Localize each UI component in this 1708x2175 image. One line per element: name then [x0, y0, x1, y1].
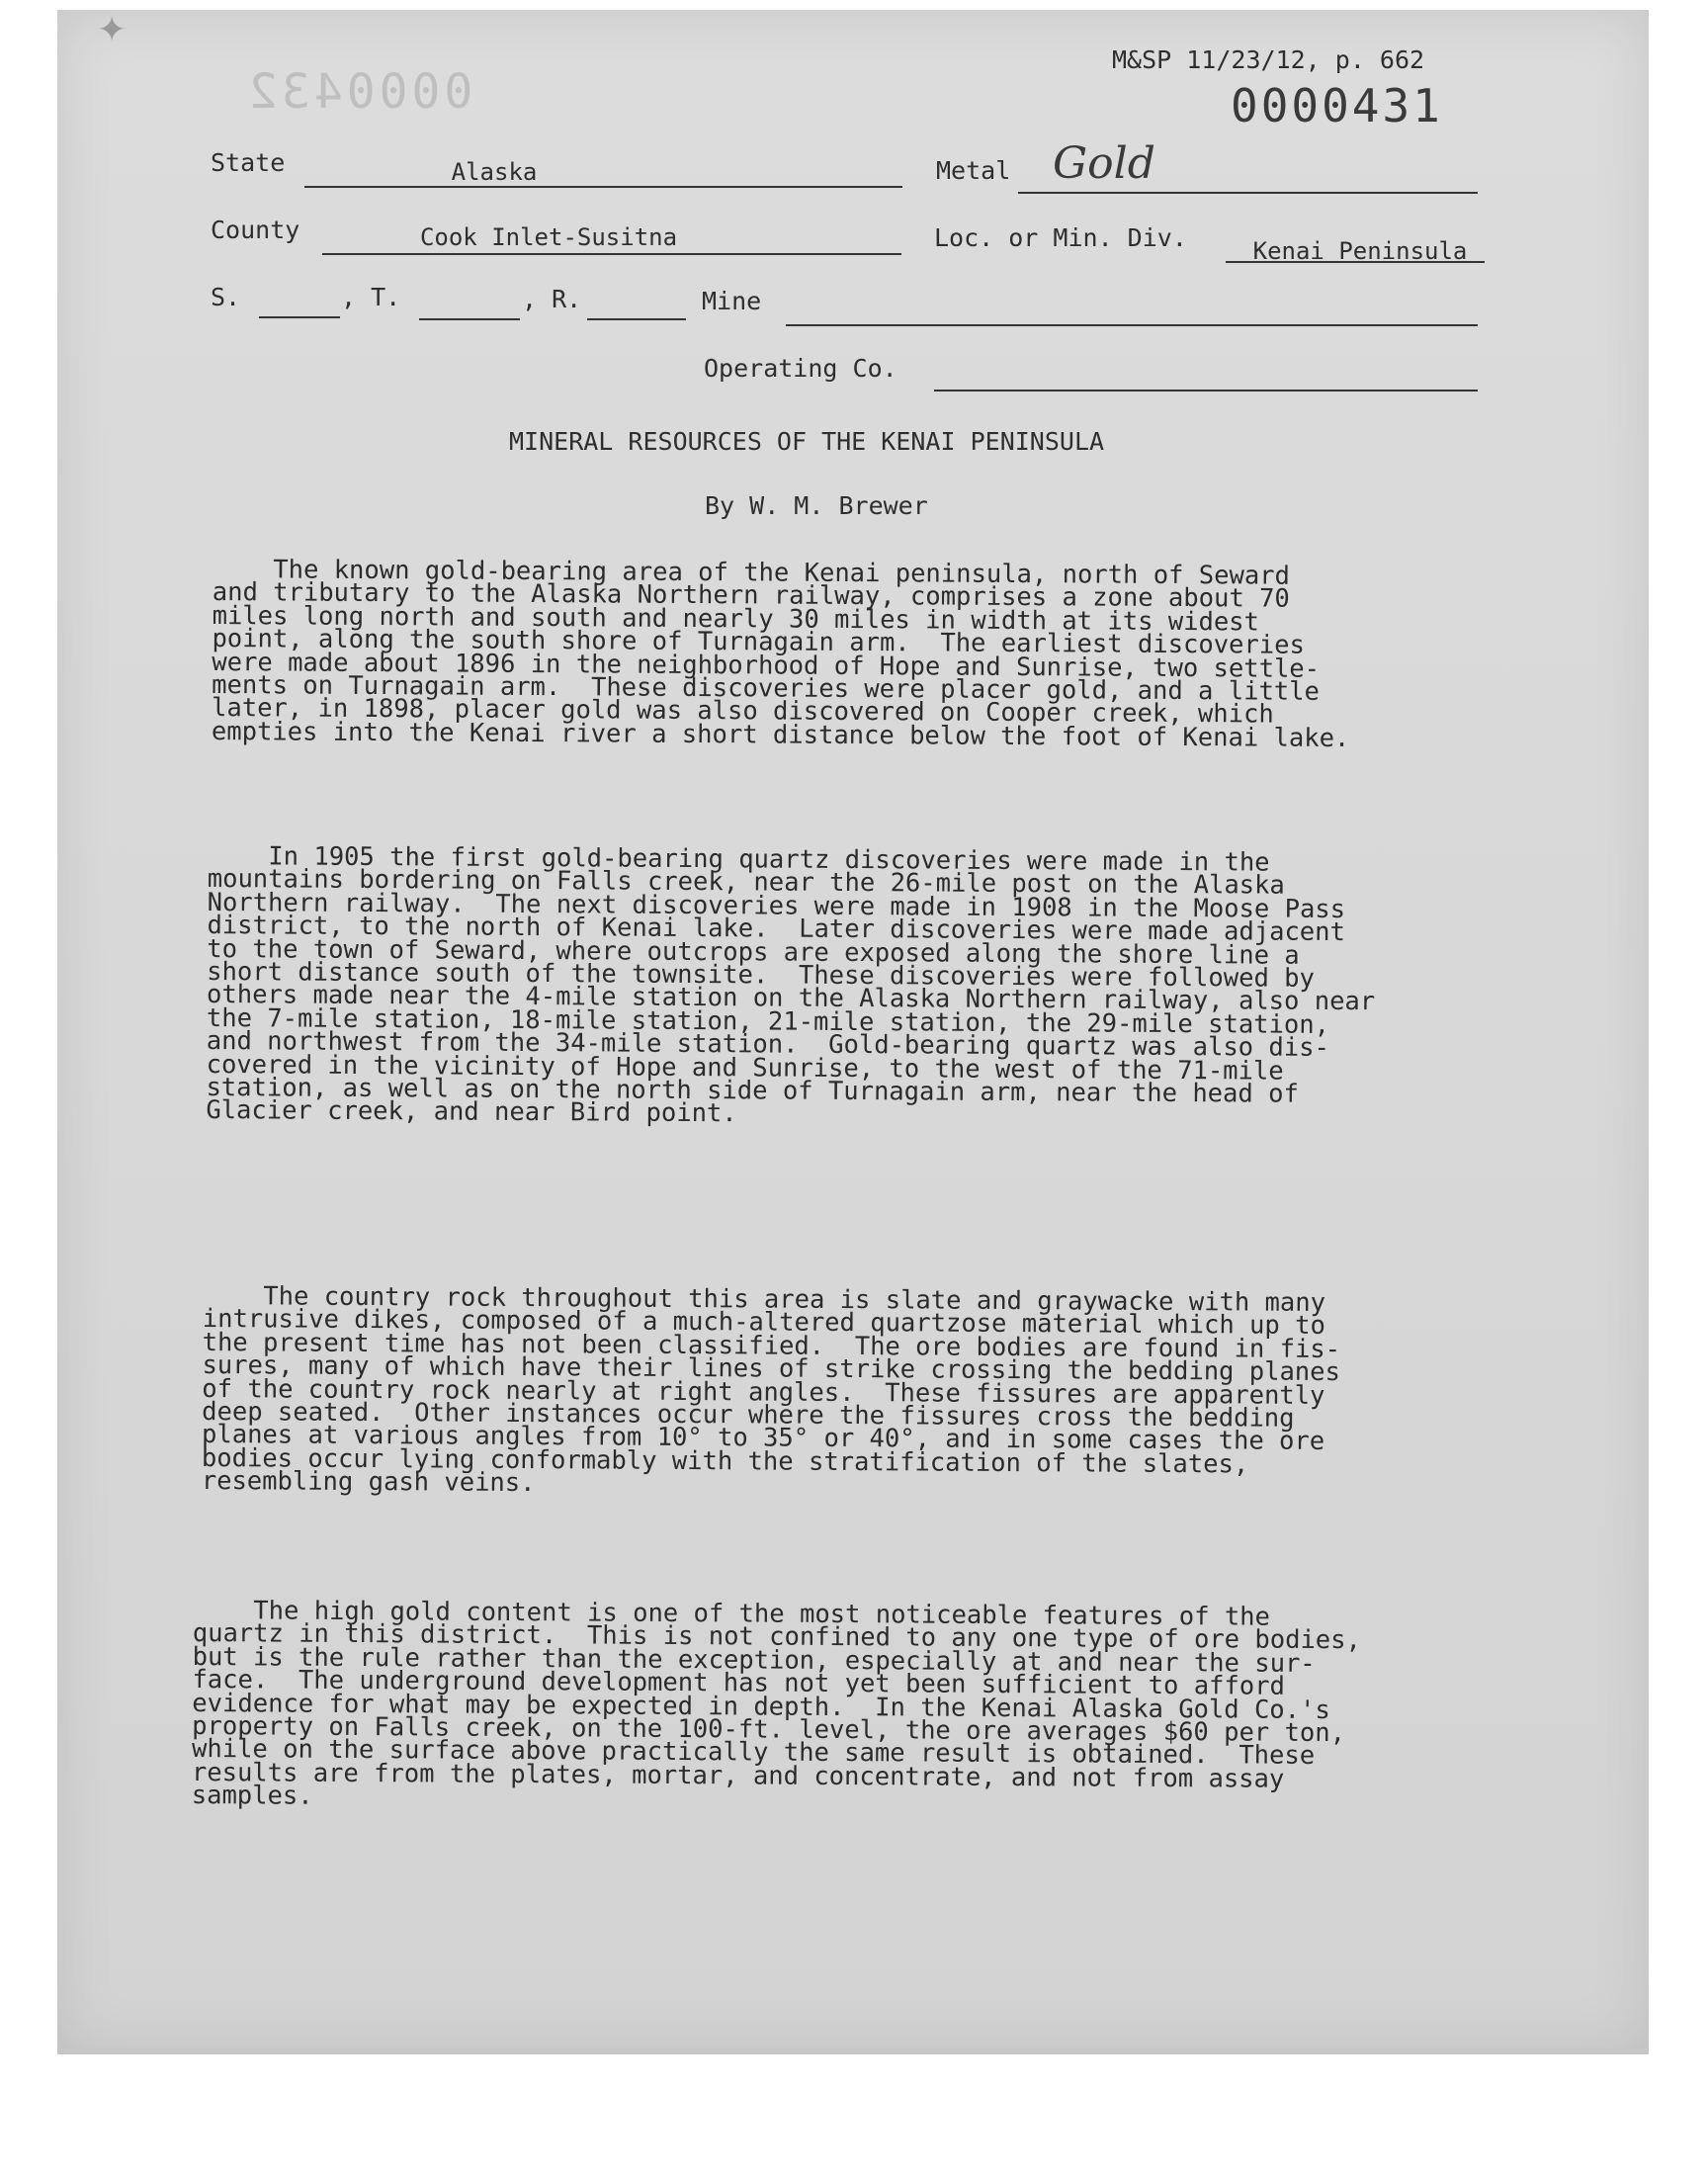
township-label: , T.: [341, 283, 401, 311]
paragraph-2: In 1905 the first gold-bearing quartz discoveries were made in the mountains bordering on Falls creek, near the 26-mile post on the Alaska Northern railway. The next discoveries were made in 1908 in the Moose Pass district, to the north of Kenai lake. Later discoveries were made adjacent to the town of Seward, where outcrops are exposed along the shore line a short distance south of the townsite. These discoveries were followed by others made near the 4-mile station on the Alaska Northern railway, also near the 7-mile station, 18-mile station, 21-mile station, the 29-mile station, and northwest from the 34-mile station. Gold-bearing quartz was also dis- covered in the vicinity of Hope and Sunrise, to the west of the 71-mile station, as well as on the north side of Turnagain arm, near the head of Glacier creek, and near Bird point.: [206, 841, 1376, 1129]
metal-field-line: [1018, 192, 1478, 194]
paragraph-1: The known gold-bearing area of the Kenai peninsula, north of Seward and tributary to the Alaska Northern railway, comprises a zone about 70 miles long north and south and nearly 30 miles in width at its widest point, along the south shore of Turnagain arm. The earliest discoveries were made about 1896 in the neighborhood of Hope and Sunrise, two settle- ments on Turnagain arm. These discoveries were placer gold, and a little later, in 1898, placer gold was also discovered on Cooper creek, which empties into the Kenai river a short distance below the foot of Kenai lake.: [211, 555, 1350, 753]
county-label: County: [211, 216, 300, 244]
operating-co-label: Operating Co.: [704, 354, 897, 383]
section-label: S.: [211, 283, 241, 311]
article-title: MINERAL RESOURCES OF THE KENAI PENINSULA: [509, 427, 1105, 456]
range-field-line: [587, 318, 686, 320]
ghost-document-number: 0000432: [245, 64, 473, 120]
paragraph-4: The high gold content is one of the most noticeable features of the quartz in this district. This is not confined to any one type of ore bodies, but is the rule rather than the exception, especially at and near the sur- face. The underground development has not yet been sufficient to afford evidence for what may be expected in depth. In the Kenai Alaska Gold Co.'s property on Falls creek, on the 100-ft. level, the ore averages $60 per ton, while on the surface above practically the same result is obtained. These results are from the plates, mortar, and concentrate, and not from assay samples.: [191, 1596, 1361, 1811]
section-field-line: [259, 316, 340, 318]
metal-value-handwritten: Gold: [1053, 138, 1155, 189]
state-label: State: [211, 148, 286, 177]
metal-label: Metal: [936, 156, 1011, 185]
range-label: , R.: [522, 285, 582, 313]
county-field-line: [322, 253, 901, 255]
paragraph-3: The country rock throughout this area is slate and graywacke with many intrusive dikes, composed of a much-altered quartzose material which up to the present time has not been classified. The ore bodies are found in fis- sures, many of which have their lines of strike crossing the bedding planes of the country rock nearly at right angles. These fissures are apparently deep seated. Other instances occur where the fissures cross the bedding planes at various angles from 10° to 35° or 40°, and in some cases the ore bodies occur lying conformably with the stratification of the slates, resembling gash veins.: [201, 1281, 1341, 1499]
township-field-line: [419, 318, 520, 320]
corner-smudge: ✦: [97, 10, 128, 50]
division-value: Kenai Peninsula: [1252, 237, 1468, 265]
state-field-line: [304, 186, 902, 188]
operating-co-field-line: [934, 390, 1478, 392]
mine-label: Mine: [702, 287, 762, 315]
state-value: Alaska: [451, 158, 538, 186]
reference-citation: M&SP 11/23/12, p. 662: [1112, 45, 1425, 74]
page-bottom-edge: [57, 2048, 1649, 2054]
document-number: 0000431: [1231, 79, 1443, 132]
article-byline: By W. M. Brewer: [705, 491, 928, 520]
county-value: Cook Inlet-Susitna: [419, 223, 678, 251]
mine-field-line: [786, 324, 1478, 326]
division-label: Loc. or Min. Div.: [934, 223, 1187, 252]
